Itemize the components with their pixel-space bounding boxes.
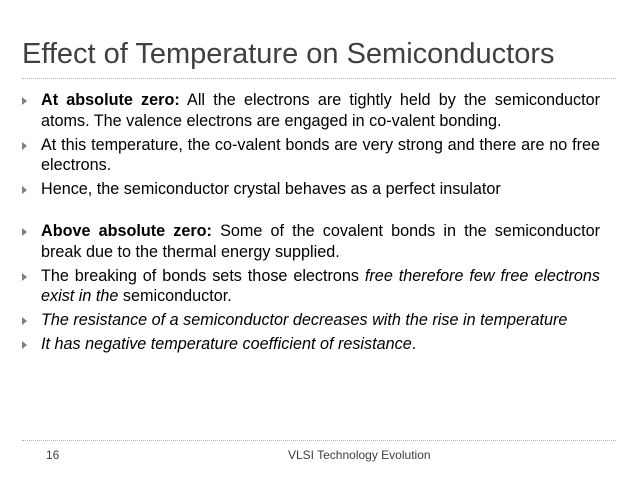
bullet-item <box>22 334 600 355</box>
bullet-bold-text: At absolute zero: <box>41 91 180 109</box>
triangle-right-icon <box>22 97 27 105</box>
bullet-text: semiconductor. <box>118 287 232 306</box>
bullet-list <box>22 90 600 358</box>
bullet-item <box>22 221 600 263</box>
bullet-text: Some of the covalent bonds in the semiconductor break due to the thermal energy supplied. <box>41 221 600 261</box>
slide-title: Effect of Temperature on Semiconductors <box>22 38 555 70</box>
bullet-text: At this temperature, the co-valent bonds are very strong and there are no free electrons. <box>41 135 600 175</box>
triangle-right-icon <box>22 186 27 194</box>
bullet-italic-text: free therefore few free electrons exist in the <box>41 266 600 306</box>
bullet-text: All the electrons are tightly held by the semiconductor atoms. The valence electrons are engaged in co-valent bonding. <box>41 91 600 130</box>
page-number: 16 <box>46 448 60 462</box>
bullet-item <box>22 310 600 331</box>
bullet-text: Hence, the semiconductor crystal behaves as a perfect insulator <box>41 180 501 199</box>
triangle-right-icon <box>22 341 27 349</box>
bullet-bold-text: Above absolute zero: <box>41 221 212 240</box>
triangle-right-icon <box>22 273 27 281</box>
bullet-item <box>22 179 600 200</box>
triangle-right-icon <box>22 142 27 150</box>
triangle-right-icon <box>22 228 27 236</box>
bullet-italic-text: The resistance of a semiconductor decreases with the rise in temperature <box>41 311 568 330</box>
bullet-item <box>22 135 600 177</box>
bullet-item <box>22 90 600 132</box>
bullet-item <box>22 266 600 308</box>
bullet-text: The breaking of bonds sets those electrons <box>41 266 365 285</box>
footer-divider <box>22 440 616 441</box>
footer-text: VLSI Technology Evolution <box>288 448 431 462</box>
title-divider <box>22 78 616 79</box>
triangle-right-icon <box>22 317 27 325</box>
bullet-text: . <box>411 334 417 353</box>
bullet-italic-text: It has negative temperature coefficient of resistance <box>41 334 412 353</box>
